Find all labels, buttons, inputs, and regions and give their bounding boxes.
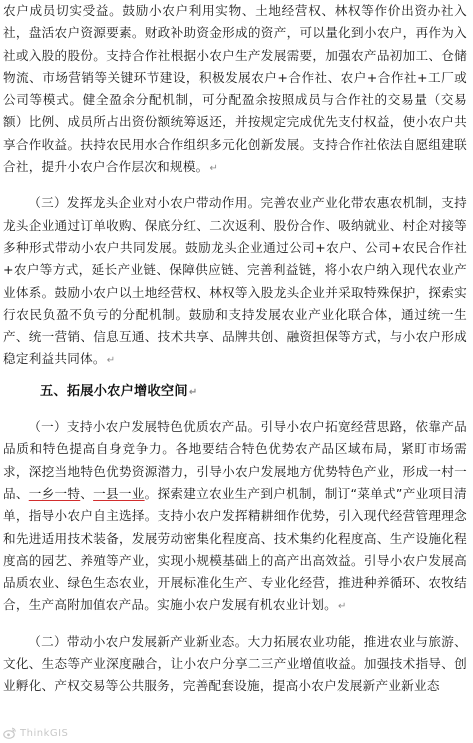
paragraph-text: （一）支持小农户发展特色优质农产品。引导小农户拓宽经营思路，依靠产品品质和特色提高自身竞争力。各地要结合特色优势农产品区域布局，紧盯市场需求，深挖当地特色优势资源潜力，引导小农户发展地方优势特色产业，形成一村一品、: [3, 419, 467, 501]
paragraph-specialty-products: [3, 416, 467, 619]
paragraph-text: 。探索建立农业生产到户机制，制订“菜单式”产业项目清单，指导小农户自主选择。支持小农户发挥精耕细作优势，引入现代经营管理理念和先进适用技术装备，发展劳动密集化程度高、技术集约化程度高、生产设施化程度高的园艺、养殖等产业，实现小规模基础上的高产出高效益。引导小农户发展高品质农业、绿色生态农业，开展标准化生产、专业化经营，推进种养循环、农牧结合，生产高附加值农产品。实施小农户发展有机农业计划。: [3, 485, 468, 613]
section-heading-text: 五、拓展小农户增收空间: [40, 383, 188, 399]
weibo-logo-icon: [3, 726, 17, 740]
paragraph-cooperative-benefits: [3, 0, 467, 180]
watermark: [3, 726, 68, 740]
paragraph-spacer: [3, 619, 467, 631]
paragraph-text: 、: [80, 485, 94, 501]
underlined-phrase: 一县一业: [93, 485, 145, 501]
paragraph-leading-enterprises: [3, 192, 467, 372]
document-body: [3, 0, 467, 698]
paragraph-spacer: [3, 373, 467, 381]
paragraph-mark: ↵: [188, 386, 198, 398]
paragraph-spacer: [3, 180, 467, 192]
paragraph-text: 农户成员切实受益。鼓励小农户利用实物、土地经营权、林权等作价出资办社入社，盘活农户资源要素。财政补助资金形成的资产，可以量化到小农户，再作为入社或入股的股份。支持合作社根据小农户生产发展需要，加强农产品初加工、仓储物流、市场营销等关键环节建设，积极发展农户+合作社、农户+合作社+工厂或公司等模式。健全盈余分配机制，可分配盈余按照成员与合作社的交易量（交易额）比例、成员所占出资份额统筹返还，并按规定完成优先支付权益，使小农户共享合作收益。扶持农民用水合作组织多元化创新发展。支持合作社依法自愿组建联合社，提升小农户合作层次和规模。: [3, 3, 467, 175]
paragraph-spacer: [3, 404, 467, 416]
watermark-text: ThinkGIS: [20, 727, 69, 739]
paragraph-mark: ↵: [337, 601, 347, 613]
underlined-phrase: 一乡一特: [28, 485, 81, 501]
section-heading-five: [3, 381, 467, 404]
paragraph-mark: ↵: [209, 163, 219, 175]
paragraph-text: （二）带动小农户发展新产业新业态。大力拓展农业功能，推进农业与旅游、文化、生态等产业深度融合，让小农户分享二三产业增值收益。加强技术指导、创业孵化、产权交易等公共服务，完善配套设施，提高小农户发展新产业新业态: [3, 633, 467, 694]
paragraph-mark: ↵: [106, 355, 116, 367]
paragraph-text: （三）发挥龙头企业对小农户带动作用。完善农业产业化带农惠农机制，支持龙头企业通过订单收购、保底分红、二次返利、股份合作、吸纳就业、村企对接等多种形式带动小农户共同发展。鼓励龙头企业通过公司+农户、公司+农民合作社+农户等方式，延长产业链、保障供应链、完善利益链，将小农户纳入现代农业产业体系。鼓励小农户以土地经营权、林权等入股龙头企业并采取特殊保护，探索实行农民负盈不负亏的分配机制。鼓励和支持发展农业产业化联合体，通过统一生产、统一营销、信息互通、技术共享、品牌共创、融资担保等方式，与小农户形成稳定利益共同体。: [3, 195, 467, 367]
paragraph-new-industries: [3, 631, 467, 698]
